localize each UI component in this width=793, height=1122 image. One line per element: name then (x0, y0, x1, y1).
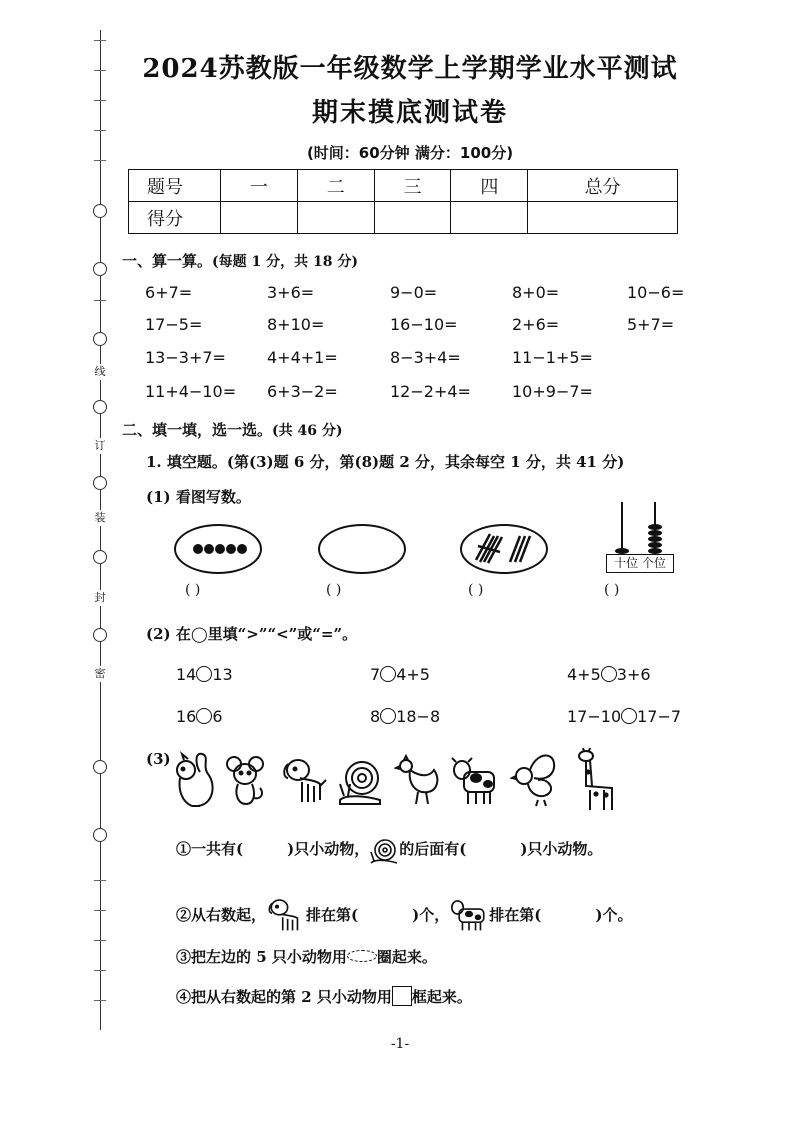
answer-blank[interactable]: ( ) (185, 582, 201, 598)
dot (204, 544, 214, 554)
compare-right: 6 (212, 707, 223, 726)
calc-item: 17−5= (145, 315, 203, 334)
binding-dash (94, 300, 106, 301)
question-text: )个。 (595, 906, 633, 924)
binding-dash (94, 910, 106, 911)
dot (215, 544, 225, 554)
compare-left: 8 (370, 707, 381, 726)
dashed-oval-shape (347, 950, 377, 962)
page-number: -1- (390, 1036, 410, 1052)
compare-circle[interactable] (380, 708, 396, 724)
binding-mark-ding: 订 (94, 439, 106, 452)
score-table-cell: 四 (451, 170, 528, 202)
binding-hole (93, 262, 107, 276)
compare-right: 3+6 (616, 665, 651, 684)
score-table-cell: 总分 (528, 170, 678, 202)
snail-icon (336, 748, 384, 812)
score-table-header-row (129, 170, 678, 202)
binding-mark-mi: 密 (94, 667, 106, 680)
abacus-rod-tens (621, 502, 623, 554)
binding-dash (94, 970, 106, 971)
binding-dash (94, 40, 106, 41)
compare-left: 4+5 (567, 665, 601, 684)
animal-row (170, 748, 640, 812)
binding-dash (94, 100, 106, 101)
question-text: )只小动物。 (520, 840, 603, 858)
question-text: )只小动物， (287, 840, 370, 858)
binding-dash (94, 1000, 106, 1001)
cow-icon (449, 896, 489, 932)
section-2-heading (122, 419, 343, 440)
mouse-icon (222, 748, 270, 812)
calc-item: 11+4−10= (145, 382, 237, 401)
compare-item (176, 707, 223, 726)
compare-right: 18−8 (396, 707, 441, 726)
compare-left: 17−10 (567, 707, 622, 726)
compare-right: 4+5 (396, 665, 430, 684)
section-note: (共 46 分) (272, 423, 343, 439)
binding-hole (93, 550, 107, 564)
compare-left: 16 (176, 707, 197, 726)
subquestion-1-label: (1) 看图写数。 (146, 488, 251, 506)
binding-mark-zhuang: 装 (94, 511, 106, 524)
squirrel-icon (170, 748, 218, 812)
score-table-score-row (129, 202, 678, 234)
question-1-heading (146, 451, 624, 472)
compare-item (567, 665, 651, 684)
question-text: ②从右数起， (176, 906, 267, 924)
oval-with-dots (174, 524, 262, 574)
question-text: ④把从右数起的第 2 只小动物用 (176, 988, 392, 1006)
score-entry-cell[interactable] (374, 202, 451, 234)
calc-item: 8+10= (267, 315, 325, 334)
binding-margin (86, 30, 114, 1030)
binding-hole (93, 204, 107, 218)
score-table-cell: 题号 (129, 170, 221, 202)
compare-circle[interactable] (601, 666, 617, 682)
calc-item: 2+6= (512, 315, 560, 334)
compare-right: 13 (212, 665, 233, 684)
calc-item: 9−0= (390, 283, 438, 302)
calc-item: 6+7= (145, 283, 193, 302)
score-entry-cell[interactable] (297, 202, 374, 234)
question-text: 排在第( (306, 906, 359, 924)
calc-item: 10−6= (627, 283, 685, 302)
calc-item: 16−10= (390, 315, 458, 334)
binding-hole (93, 760, 107, 774)
section-heading-text: 二、填一填，选一选。 (122, 421, 273, 439)
bird-icon (510, 748, 558, 812)
animal-question-4 (176, 986, 472, 1007)
answer-blank[interactable]: ( ) (604, 582, 620, 598)
section-note: (每题 1 分，共 18 分) (212, 254, 358, 270)
section-heading-text: 一、算一算。 (122, 252, 213, 270)
compare-left: 7 (370, 665, 381, 684)
puppy-icon (266, 896, 306, 932)
compare-item (567, 707, 681, 726)
score-table-cell: 二 (297, 170, 374, 202)
bundle-sticks-icon (462, 526, 546, 572)
counting-dots (193, 544, 247, 554)
subquestion-2-label: (2) 在◯里填“>”“<”或“=”。 (146, 625, 358, 643)
section-1-heading (122, 250, 358, 271)
compare-item (176, 665, 233, 684)
dot (226, 544, 236, 554)
binding-hole (93, 628, 107, 642)
binding-hole (93, 400, 107, 414)
answer-blank[interactable]: ( ) (468, 582, 484, 598)
snail-icon (369, 836, 399, 866)
animal-question-3 (176, 946, 437, 967)
square-shape (392, 986, 412, 1006)
score-entry-cell[interactable] (221, 202, 298, 234)
compare-circle[interactable] (196, 708, 212, 724)
empty-oval (318, 524, 406, 574)
question-text: 圈起来。 (376, 948, 437, 966)
answer-blank[interactable]: ( ) (326, 582, 342, 598)
question-text: 框起来。 (411, 988, 472, 1006)
calc-item: 5+7= (627, 315, 675, 334)
abacus (606, 502, 674, 574)
time-score-note: (时间：60分钟 满分：100分) (306, 144, 514, 162)
calc-item: 4+4+1= (267, 348, 338, 367)
question-text: ③把左边的 5 只小动物用 (176, 948, 347, 966)
calc-item: 6+3−2= (267, 382, 338, 401)
compare-left: 14 (176, 665, 197, 684)
calc-item: 8−3+4= (390, 348, 461, 367)
dot (193, 544, 203, 554)
binding-dash (94, 70, 106, 71)
compare-item (370, 707, 440, 726)
question-text: 排在第( (489, 906, 542, 924)
compare-right: 17−7 (637, 707, 682, 726)
question-note: (第(3)题 6 分，第(8)题 2 分，其余每空 1 分，共 41 分) (226, 453, 625, 471)
binding-dash (94, 940, 106, 941)
giraffe-icon (574, 748, 622, 812)
score-table-cell: 一 (221, 170, 298, 202)
compare-circle[interactable] (196, 666, 212, 682)
score-table-cell: 得分 (129, 202, 221, 234)
score-entry-cell[interactable] (451, 202, 528, 234)
subquestion-3-label: (3) (146, 750, 171, 768)
question-text: ①一共有( (176, 840, 244, 858)
question-label: 1. 填空题。 (146, 453, 227, 471)
calc-item: 3+6= (267, 283, 315, 302)
exam-title: 2024苏教版一年级数学上学期学业水平测试 (142, 54, 678, 84)
binding-mark-feng: 封 (94, 591, 106, 604)
compare-circle[interactable] (380, 666, 396, 682)
question-text: )个， (412, 906, 450, 924)
score-table (128, 169, 678, 234)
puppy-icon (280, 748, 328, 812)
binding-hole (93, 332, 107, 346)
abacus-place-labels: 十位 个位 (606, 554, 674, 573)
question-text: 的后面有( (399, 840, 467, 858)
binding-dash (94, 880, 106, 881)
compare-circle[interactable] (621, 708, 637, 724)
binding-mark-xian: 线 (94, 365, 106, 378)
oval-with-sticks (460, 524, 548, 574)
exam-subtitle: 期末摸底测试卷 (311, 98, 508, 128)
calc-item: 10+9−7= (512, 382, 593, 401)
dot (237, 544, 247, 554)
animal-question-2 (176, 896, 632, 932)
calc-item: 8+0= (512, 283, 560, 302)
compare-item (370, 665, 430, 684)
score-table-cell: 三 (374, 170, 451, 202)
cow-icon (450, 748, 498, 812)
calc-item: 12−2+4= (390, 382, 471, 401)
calc-item: 13−3+7= (145, 348, 226, 367)
binding-dash (94, 160, 106, 161)
score-entry-cell[interactable] (528, 202, 678, 234)
animal-question-1 (176, 836, 602, 866)
hen-icon (394, 748, 442, 812)
binding-hole (93, 828, 107, 842)
calc-item: 11−1+5= (512, 348, 593, 367)
binding-dash (94, 130, 106, 131)
binding-hole (93, 476, 107, 490)
